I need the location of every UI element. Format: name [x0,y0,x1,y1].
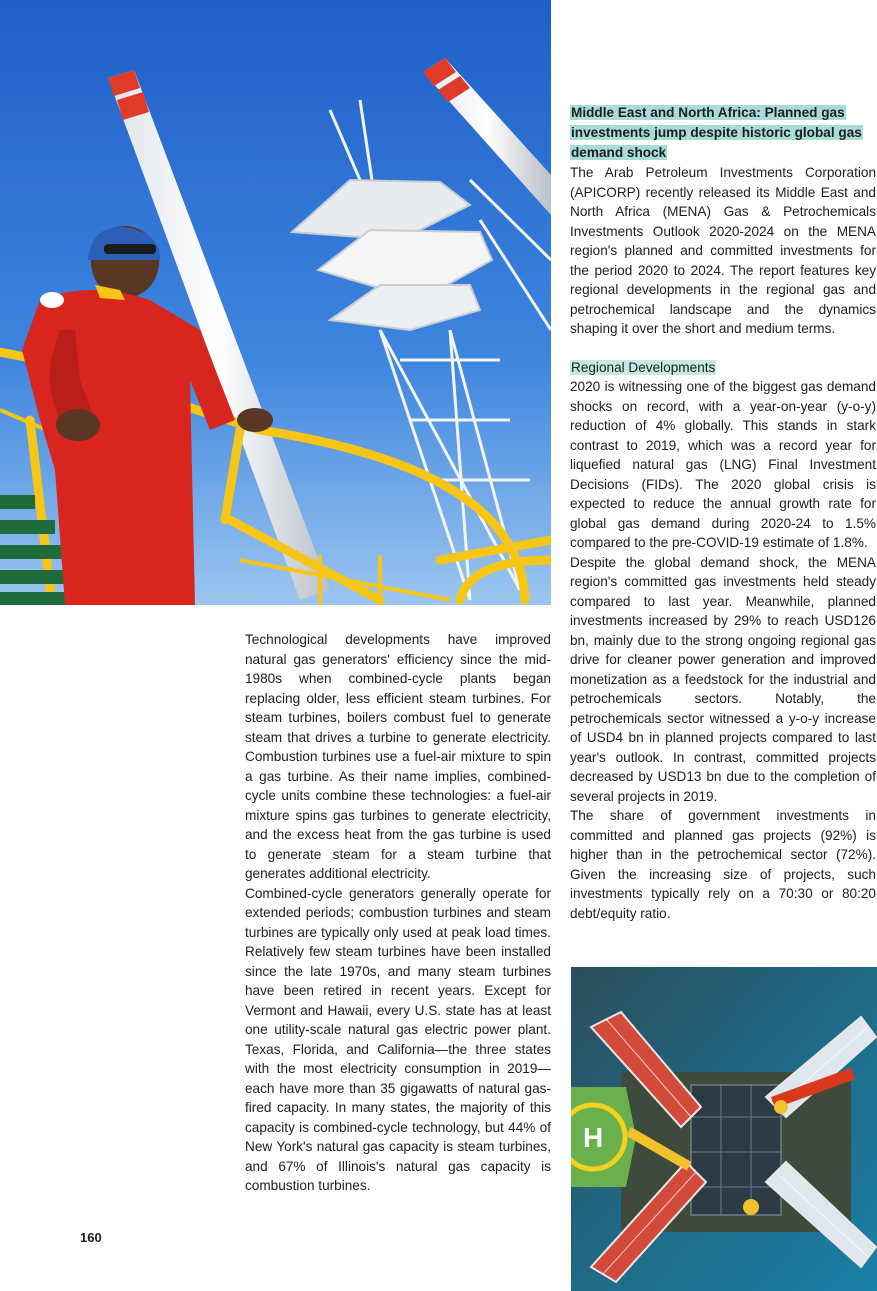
right-paragraph-3: The share of government investments in committed and planned gas projects (92%) is higher than in the petrochemical sector (72%). Given the increasing size of projects, such investments typically rely on a 70:30 or 80:20 debt/equity ratio. [570,808,876,921]
left-paragraph-1: Technological developments have improved natural gas generators' efficiency since the mid-1980s when combined-cycle plants began replacing older, less efficient steam turbines. For steam turbines, boilers combust fuel to generate steam that drives a turbine to generate electricity. Combustion turbines use a fuel-air mixture to spin a gas turbine. As their name implies, combined-cycle units combine these technologies: a fuel-air mixture spins gas turbines to generate electricity, and the excess heat from the gas turbine is used to generate steam for a steam turbine that generates additional electricity. [245,632,551,881]
gas-platform-worker-photo [0,0,551,605]
subheading-text: Regional Developments [571,359,716,375]
headline-text: Middle East and North Africa: Planned gas investments jump despite historic global gas demand shock [571,105,862,160]
intro-paragraph: The Arab Petroleum Investments Corporation (APICORP) recently released its Middle East and North Africa (MENA) Gas & Petrochemicals Investments Outlook 2020-2024 on the MENA region's planned and committed investments for the period 2020 to 2024. The report features key regional developments in the regional gas and petrochemical landscape and the dynamics shaping it over the short and medium terms. [570,165,876,336]
right-paragraph-1: 2020 is witnessing one of the biggest gas demand shocks on record, with a year-on-year (y-o-y) reduction of 4% globally. This stands in stark contrast to 2019, which was a record year for liquefied natural gas (LNG) Final Investment Decisions (FIDs). The 2020 global crisis is expected to reduce the annual growth rate for global gas demand during 2020-24 to 1.5% compared to the pre-COVID-19 estimate of 1.8%. [570,379,876,550]
left-paragraph-2: Combined-cycle generators generally operate for extended periods; combustion turbines and steam turbines are typically only used at peak load times. Relatively few steam turbines have been installed since the late 1970s, and many steam turbines have been retired in recent years. Except for Vermont and Hawaii, every U.S. state has at least one utility-scale natural gas electric power plant. Texas, Florida, and California—the three states with the most electricity consumption in 2019—each have more than 35 gigawatts of natural gas-fired capacity. In many states, the majority of this capacity is combined-cycle technology, but 44% of New York's natural gas capacity is steam turbines, and 67% of Illinois's natural gas capacity is combustion turbines. [245,885,551,1193]
right-paragraph-2: Despite the global demand shock, the MENA region's committed gas investments held steady compared to last year. Meanwhile, planned investments increased by 29% to reach USD126 bn, mainly due to the strong ongoing regional gas drive for cleaner power generation and improved monetization as a feedstock for the industrial and petrochemicals sectors. Notably, the petrochemicals sector witnessed a y-o-y increase of USD4 bn in planned projects compared to last year's outlook. In contrast, committed projects decreased by USD13 bn due to the completion of several projects in 2019. [570,554,876,804]
svg-text:H: H [583,1122,604,1153]
article-headline [570,103,876,163]
section-subheading [570,358,876,378]
page-number: 160 [80,1230,102,1245]
right-text-column [570,103,876,923]
left-text-column [245,630,551,1196]
offshore-platform-photo [571,967,877,1291]
